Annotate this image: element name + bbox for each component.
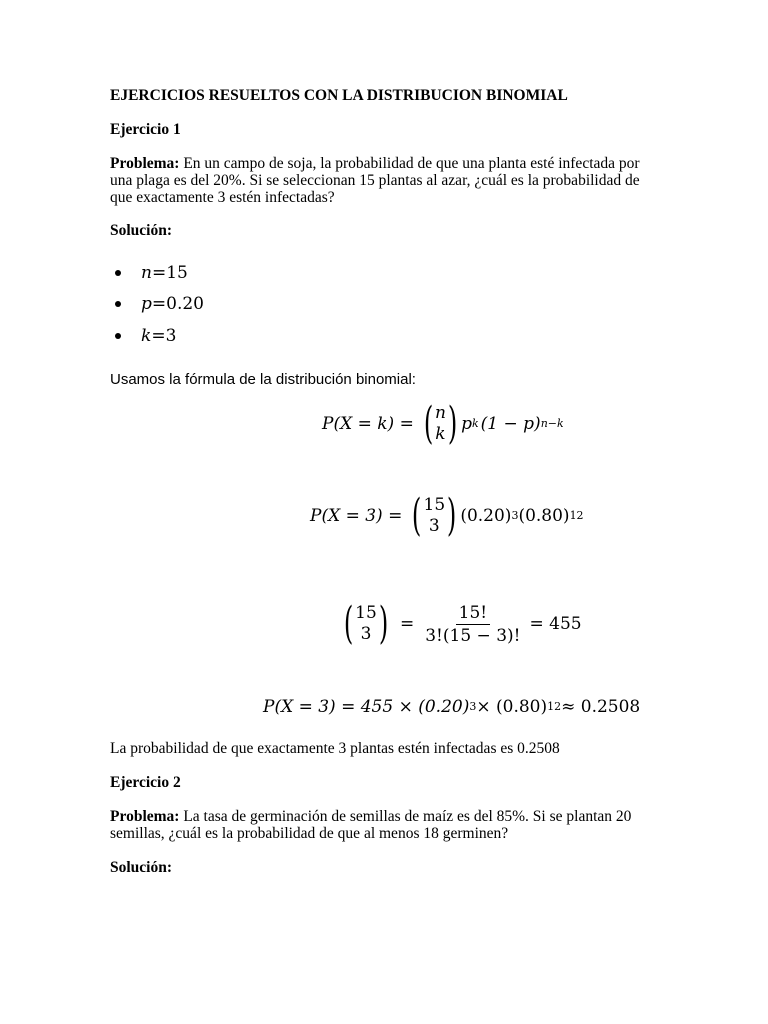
bullet-n: n = 15 bbox=[115, 263, 188, 283]
exercise-1-heading: Ejercicio 1 bbox=[110, 121, 181, 138]
bullet-p: p = 0.20 bbox=[115, 294, 204, 314]
factorial-fraction: $\frac{15!}{3!(15 - 3)!}$ bbox=[425, 602, 521, 646]
binomial-formula: P(X = k) = ( n k ) p k (1 − p) n−k bbox=[322, 398, 564, 449]
binomial-substitution: P(X = 3) = ( 15 3 ) (0.20) 3 (0.80) 12 bbox=[310, 490, 584, 541]
document-title: EJERCICIOS RESUELTOS CON LA DISTRIBUCION BINOMIAL bbox=[110, 87, 568, 104]
exercise-2-problem: Problema: La tasa de germinación de semillas de maíz es del 85%. Si se plantan 20 semillas, ¿cuál es la probabilidad de que al menos 18 germinen? bbox=[110, 808, 632, 842]
bullet-dot bbox=[115, 270, 121, 276]
binomial-coefficient-n-k: ( n k ) bbox=[423, 398, 458, 449]
bullet-dot bbox=[115, 333, 121, 339]
binomial-coefficient-calculation: ( 15 3 ) = $\frac{15!}{3!(15 - 3)!}$ = 455 bbox=[340, 602, 582, 646]
exercise-1-conclusion: La probabilidad de que exactamente 3 plantas estén infectadas es 0.2508 bbox=[110, 740, 560, 757]
binomial-coefficient-15-3: ( 15 3 ) bbox=[343, 598, 389, 649]
exercise-2-solution-label: Solución: bbox=[110, 859, 173, 876]
formula-intro: Usamos la fórmula de la distribución binomial: bbox=[110, 371, 416, 388]
bullet-k: k = 3 bbox=[115, 326, 176, 346]
exercise-2-heading: Ejercicio 2 bbox=[110, 774, 181, 791]
binomial-coefficient-15-3: ( 15 3 ) bbox=[412, 490, 457, 541]
exercise-1-problem: Problema: En un campo de soja, la probabilidad de que una planta esté infectada por una plaga es del 20%. Si se seleccionan 15 plantas al azar, ¿cuál es la probabilidad de que exactamente 3 estén infectadas? bbox=[110, 155, 640, 206]
final-probability-equation: P(X = 3) = 455 × (0.20) 3 × (0.80) 12 ≈ 0.2508 bbox=[263, 697, 641, 717]
bullet-dot bbox=[115, 301, 121, 307]
exercise-1-solution-label: Solución: bbox=[110, 222, 173, 239]
